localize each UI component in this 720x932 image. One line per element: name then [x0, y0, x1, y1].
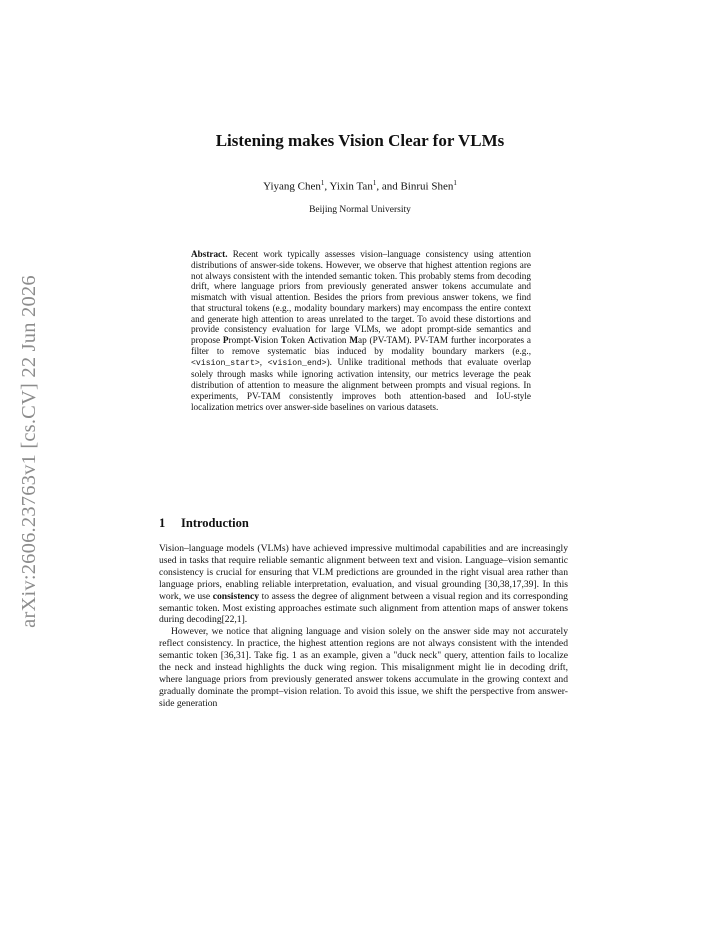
introduction-body	[159, 543, 568, 710]
arxiv-identifier-stamp	[14, 261, 44, 641]
paragraph-text: Vision–language models (VLMs) have achieved impressive multimodal capabilities and are increasingly used in tasks that require reliable semantic alignment between text and vision. Language–vision semantic consistency is crucial for ensuring that VLM predictions are grounded in the right visual area rather than language priors, enabling reliable interpretation, evaluation, and visual grounding [30,38,17,39]. In this work, we use	[159, 543, 568, 602]
paragraph: However, we notice that aligning language and vision solely on the answer side may not accurately reflect consistency. In practice, the highest attention regions are not always consistent with the intended semantic token [36,31]. Take fig. 1 as an example, given a "duck neck" query, attention fails to localize the neck and instead highlights the duck wing region. This misalignment might lie in decoding drift, where language priors from previously generated answer tokens accumulate in the growing context and gradually dominate the prompt–vision relation. To avoid this issue, we shift the perspective from answer-side generation	[159, 626, 568, 709]
method-initial: A	[307, 335, 315, 345]
method-initial: M	[349, 335, 359, 345]
section-number: 1	[159, 516, 166, 530]
author-affiliation-mark: 1	[372, 179, 377, 187]
method-name-part: ctivation	[314, 335, 350, 345]
method-initial: V	[253, 335, 261, 345]
method-name-part: ision	[260, 335, 281, 345]
arxiv-identifier-text: arXiv:2606.23763v1 [cs.CV] 22 Jun 2026	[17, 274, 40, 628]
author-separator: , and	[376, 180, 401, 193]
method-initial: P	[222, 335, 229, 345]
section-heading	[159, 516, 249, 531]
method-initial: T	[280, 335, 288, 345]
author-name: Yixin Tan	[329, 180, 373, 193]
emphasized-term: consistency	[212, 590, 260, 602]
abstract-text: Recent work typically assesses vision–language consistency using attention distributions of answer-side tokens. However, we observe that highest attention regions are not always consistent with the intended semantic token. This probably stems from decoding drift, where language priors from previously generated answer tokens accumulate and mismatch with visual attention. Besides the priors from previous answer tokens, we find that structural tokens (e.g., modality boundary markers) may encompass the entire context and generate high attention to areas unrelated to the target. To avoid these distortions and provide consistency evaluation for large VLMs, we adopt prompt-side semantics and propose	[191, 249, 531, 345]
author-affiliation-mark: 1	[453, 179, 457, 187]
author-separator: ,	[324, 180, 330, 193]
author-affiliation-mark: 1	[320, 179, 325, 187]
abstract-text: ). Unlike traditional methods that evaluate overlap solely through masks while ignoring activation intensity, our metrics leverage the peak distribution of attention to measure the alignment between prompts and visual regions. In experiments, PV-TAM consistently improves both attention-based and IoU-style localization metrics over answer-side baselines on various datasets.	[191, 356, 532, 412]
author-list	[0, 179, 720, 193]
code-token: <vision_start>	[191, 358, 260, 368]
author-name: Binrui Shen	[400, 180, 454, 193]
abstract	[191, 249, 531, 412]
method-name-part: rompt-	[228, 335, 254, 345]
paragraph-text: to assess the degree of alignment between a visual region and its corresponding semantic token. Most existing approaches estimate such alignment from attention maps of answer tokens during decoding[22,1].	[159, 590, 568, 626]
author-name: Yiyang Chen	[263, 180, 321, 193]
paragraph	[159, 543, 568, 626]
affiliation: Beijing Normal University	[309, 205, 411, 215]
method-name-part: oken	[287, 335, 308, 345]
code-token: <vision_end>	[267, 358, 327, 368]
section-title: Introduction	[181, 516, 249, 530]
paper-title: Listening makes Vision Clear for VLMs	[215, 131, 505, 150]
abstract-label: Abstract.	[191, 249, 228, 259]
abstract-text: ,	[259, 356, 268, 367]
method-name-part: ap	[358, 335, 367, 345]
abstract-text: (PV-TAM). PV-TAM further incorporates a filter to remove systematic bias induced by modality boundary markers (e.g.,	[191, 335, 532, 356]
